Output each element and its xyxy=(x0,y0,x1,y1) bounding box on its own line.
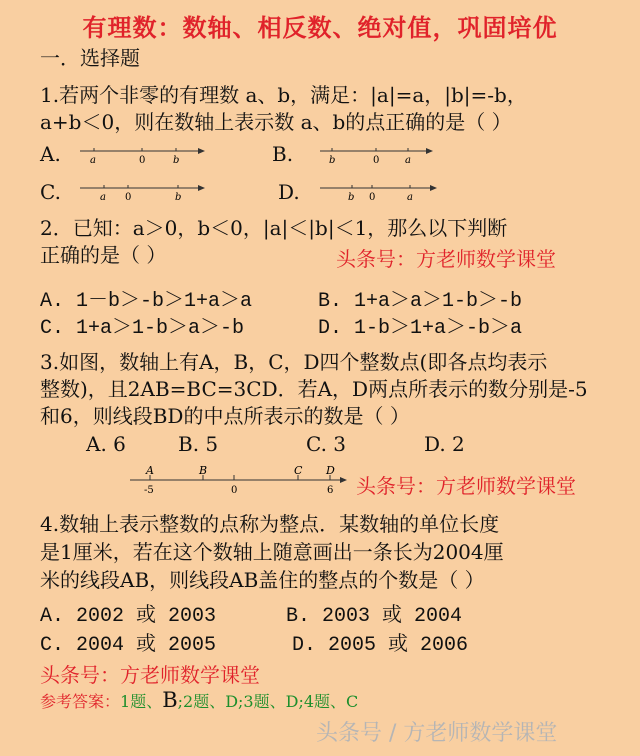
q1-line1: 1.若两个非零的有理数 a、b，满足：|a|=a，|b|=-b， xyxy=(40,83,527,107)
q2-option-c: C. 1+a＞1-b＞a＞-b xyxy=(40,317,245,340)
section-heading: 一．选择题 xyxy=(40,46,140,70)
q4-option-d: D. 2005 或 2006 xyxy=(292,634,469,657)
q3-line2: 整数)，且2AB=BC=3CD．若A，D两点所表示的数分别是-5 xyxy=(40,377,588,401)
q1-axis-c-label-1: a xyxy=(100,192,106,203)
q3-option-d: D. 2 xyxy=(424,432,465,456)
answer-key xyxy=(40,688,358,712)
q1-option-c-label: C. xyxy=(40,180,61,204)
q4-option-b: B. 2003 或 2004 xyxy=(286,605,463,628)
q4-option-a: A. 2002 或 2003 xyxy=(40,605,217,628)
q1-option-d-label: D. xyxy=(278,180,300,204)
q3-line1: 3.如图，数轴上有A，B，C，D四个整数点(即各点均表示 xyxy=(40,350,548,374)
q1-axis-a-label-2: 0 xyxy=(139,155,146,166)
q1-axis-a xyxy=(78,140,208,166)
page-title: 有理数：数轴、相反数、绝对值，巩固培优 xyxy=(82,13,558,42)
q1-axis-c-label-2: 0 xyxy=(125,192,132,203)
footer-watermark: 头条号 / 方老师数学课堂 xyxy=(316,721,558,746)
q1-line2: a+b＜0，则在数轴上表示数 a、b的点正确的是（ ） xyxy=(40,110,512,134)
q3-watermark: 头条号：方老师数学课堂 xyxy=(356,474,576,498)
q3-number-line xyxy=(128,463,352,499)
q2-option-d: D. 1-b＞1+a＞-b＞a xyxy=(318,317,523,340)
q3-point-d: D xyxy=(326,464,335,477)
q1-axis-a-label-1: a xyxy=(90,155,96,166)
q1-axis-d-label-2: 0 xyxy=(369,192,376,203)
q3-point-c: C xyxy=(294,464,303,477)
q1-axis-b-label-1: b xyxy=(329,155,336,166)
q3-option-b: B. 5 xyxy=(178,432,219,456)
q1-axis-b-label-3: a xyxy=(405,155,411,166)
q3-point-a: A xyxy=(146,464,154,477)
q4-option-c: C. 2004 或 2005 xyxy=(40,634,217,657)
q1-axis-b-label-2: 0 xyxy=(373,155,380,166)
q1-axis-b xyxy=(318,140,438,166)
q2-option-a: A. 1－b＞-b＞1+a＞a xyxy=(40,290,253,313)
q3-tick-six: 6 xyxy=(327,485,334,496)
q1-axis-d-label-3: a xyxy=(407,192,413,203)
q1-axis-d xyxy=(318,177,444,203)
q1-axis-c xyxy=(78,177,208,203)
q1-axis-a-label-3: b xyxy=(173,155,180,166)
q4-line2: 是1厘米，若在这个数轴上随意画出一条长为2004厘 xyxy=(40,540,504,564)
q3-tick-minus5: -5 xyxy=(144,485,154,496)
q2-watermark: 头条号：方老师数学课堂 xyxy=(336,247,556,271)
q3-option-c: C. 3 xyxy=(306,432,347,456)
q3-line3: 和6，则线段BD的中点所表示的数是（ ） xyxy=(40,404,410,428)
q2-line1: 2．已知：a＞0，b＜0，|a|＜|b|＜1，那么以下判断 xyxy=(40,216,508,240)
answer-q1: 1题、 xyxy=(120,692,163,711)
q1-option-b-label: B. xyxy=(272,142,294,166)
q4-line1: 4.数轴上表示整数的点称为整点．某数轴的单位长度 xyxy=(40,512,500,536)
q1-axis-c-label-3: b xyxy=(175,192,182,203)
q2-option-b: B. 1+a＞a＞1-b＞-b xyxy=(318,290,523,313)
q1-axis-d-label-1: b xyxy=(348,192,355,203)
q3-option-a: A. 6 xyxy=(86,432,126,456)
q4-line3: 米的线段AB，则线段AB盖住的整点的个数是（ ） xyxy=(40,568,485,592)
q3-tick-zero: 0 xyxy=(231,485,238,496)
answer-rest: ;2题、D;3题、D;4题、C xyxy=(177,692,359,711)
answer-label: 参考答案： xyxy=(40,692,121,711)
answer-q1-value: B xyxy=(162,688,178,712)
q3-point-b: B xyxy=(199,464,208,477)
q2-line2: 正确的是（ ） xyxy=(40,243,167,267)
q1-option-a-label: A. xyxy=(40,142,61,166)
bottom-watermark: 头条号：方老师数学课堂 xyxy=(40,663,260,687)
